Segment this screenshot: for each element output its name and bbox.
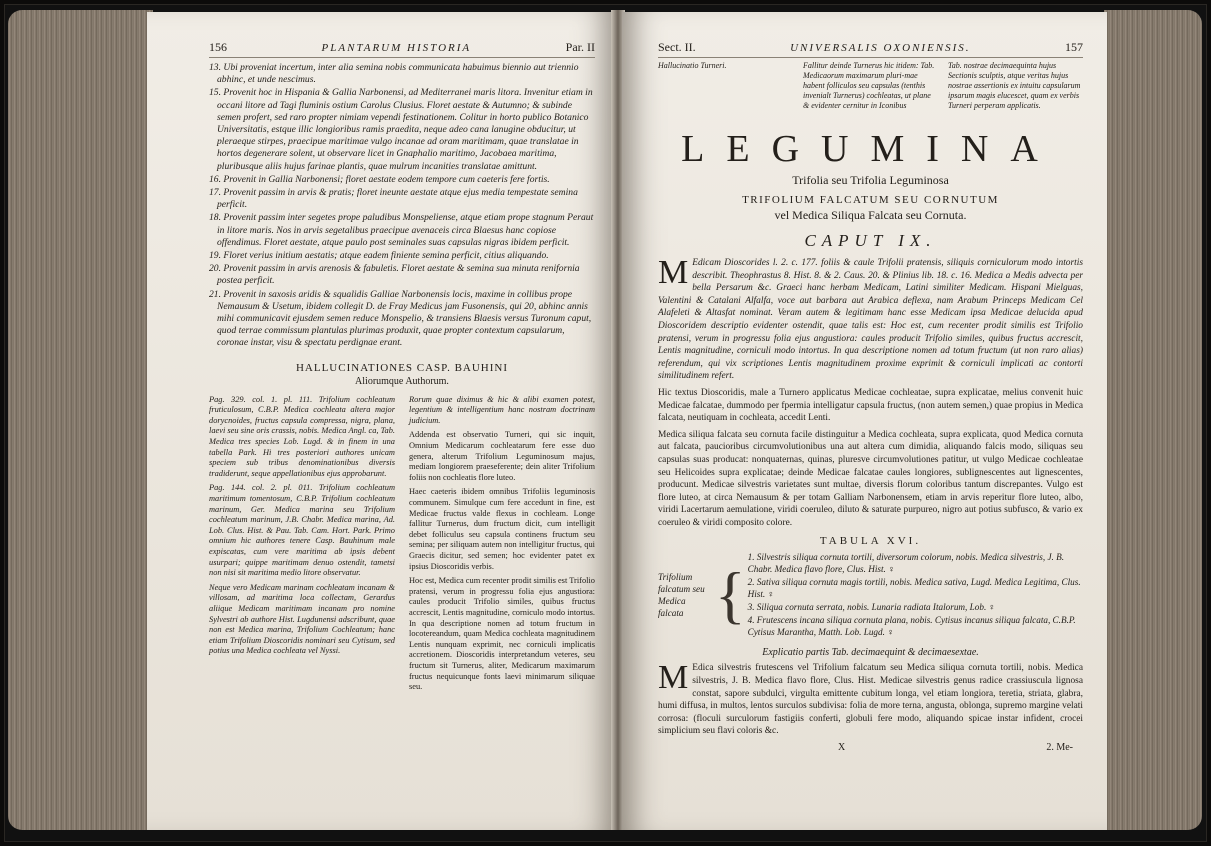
left-page-number: 156	[209, 40, 227, 54]
right-page-block-edges	[1104, 10, 1202, 830]
tabula-item-1: 1. Silvestris siliqua cornuta tortili, diversorum colorum, nobis. Medica silvestris, J. B. Chabr. Medica flavo flore, Clus. Hist. ♀	[747, 552, 1065, 575]
hallucinationes-subtitle: Aliorumque Authorum.	[355, 375, 449, 387]
col-b-para-3: Haec caeteris ibidem omnibus Trifoliis leguminosis communem. Simulque cum fere accedunt in fine, est Medicae fructus valde flexus in cochleam. Longe fallitur Turnerus, dum fructum dicit, cum intelligit debet folliculus seu capsula continens fructum seu semina; per siliquam autem non intelligitur fructus, qui Graecis dicitur, sed semen; hoc evidenter patet ex ipsius Dioscoridis verbis.	[409, 487, 595, 571]
top-sidenote: Hallucinatio Turneri.	[658, 61, 727, 70]
entry-19: 19. Floret verius initium aestatis; atque eadem finiente semina perficit, citius aliquando.	[209, 250, 549, 262]
legumina-title: LEGUMINA	[681, 128, 1060, 170]
right-running-head	[658, 40, 1083, 58]
entry-18: 18. Provenit passim inter segetes prope paludibus Monspeliense, atque etiam prope stagnum Peraut in litore maris. Nos in arvis segetalibus praecipue avenaceis circa Blaesus hanc copiose offendimus. Floret aestate, atque paulo post seminales suas capsulas nigras ibidem perficit.	[209, 212, 594, 248]
entry-17: 17. Provenit passim in arvis & pratis; floret ineunte aestate atque ejus media tempestate semina perficit.	[209, 187, 578, 211]
tabula-heading: TABULA XVI.	[819, 535, 922, 548]
tabula-item-3: 3. Siliqua cornuta serrata, nobis. Lunaria radiata Italorum, Lob. ♀	[747, 602, 996, 613]
paragraph-4-text: Edica silvestris frutescens vel Trifolium falcatum seu Medica siliqua cornuta tortili, nobis. Medica silvestris, J. B. Medica flavo flore, Clus. Hist. Medicae silvestris genus radice crassiuscula lignosa constat, sapore subdulci, virgulta emittente cubitum longa, vel etiam longiora, teretia, striata, glabra, humi diffusa, in multos, lentos surculos subdivisa: folia de more terna, angusta, oblonga, supremo margine velati corrosa: (floculi surculorum fastigiis conferti, globuli fere modo, aliquando spicae instar infident, crocei simplicium seu flavi coloris &c.	[658, 663, 1083, 737]
drop-cap-m-2: M	[658, 659, 689, 697]
entry-16: 16. Provenit in Gallia Narbonensi; floret aestate eodem tempore cum caeteris fere fortis.	[209, 173, 550, 185]
trifolium-heading: TRIFOLIUM FALCATUM SEU CORNUTUM	[742, 194, 999, 206]
tabula-block	[658, 551, 1083, 639]
left-column-b	[409, 395, 595, 697]
left-column-a	[209, 395, 395, 697]
paragraph-2: Hic textus Dioscoridis, male a Turnero applicatus Medicae cochleatae, supra explicatae, melius convenit huic Medicae falcatae, dummodo per fpermia intelligatur capsula fructus, (non autem semen,) quae propius in Medica falcata, neutiquam in cochleata, accedit Lenti.	[658, 387, 1083, 424]
paragraph-1-text: Edicam Dioscorides l. 2. c. 177. foliis & caule Trifolii pratensis, siliquis corniculorum modo intortis describit. Theophrastus 8. Hist. 8. & 2. Caus. 20. & Plinius lib. 18. c. 16. Medica a Medis advecta per bella Persarum &c. Graeci hanc herbam Medicam, Latini similiter Medicam. Hispani Mielguas, Valentini & Catalani Alfalfa, voce aut barbara aut Arabica deflexa, nam Arabum Princeps Medicam Cel Alafeleti & Altasfat nominat. Veram autem & legitimam hanc esse Medicam ipsa Medicae delucida apud Dioscoridem descriptio evidenter ostendit, quae talis est: Hoc est, cum recenter prodit similis est Trifolio pratensi, verum in progressu folia ejus angustiora: caules producit Trifolio similes, quibus fructus accrescit, Lentis magnitudine, corniculi modo intortus. In qua descriptione nomen ad totum fructum (ut non raro alias) referendum, qui vix scriptiones Lentis magnitudinem proxime exprimit & corniculi implicati ac contorti similitudinem refert.	[658, 258, 1083, 382]
right-footer	[658, 742, 1083, 753]
col-a-para-1: Pag. 329. col. 1. pl. 111. Trifolium cochleatum fruticulosum, C.B.P. Medica cochleata altera major dorycnoides, fructus capsula compressa, nigra, plana, laevi seu sine oris crassis, nobis. Medica Angl. ca, Tab. Medica tres species Lob. Lugd. & in finem in una tabella Park. Hi tres posteriori authores unicam speciem sub tribus denominationibus diversis tradiderunt, seque appellationibus ejus approbarunt.	[209, 394, 395, 478]
brace-icon: {	[714, 559, 746, 631]
drop-cap-m: M	[658, 254, 689, 291]
explicatio-heading: Explicatio partis Tab. decimaequint & decimaesextae.	[762, 647, 979, 659]
paragraph-3: Medica siliqua falcata seu cornuta facile distinguitur a Medica cochleata, supra explicata, quod Medica cornuta aut falcata, paucioribus circumvolutionibus una aut altera cum dimidia, aliquando falcis modo, siliquas seu capsulas suas producat: nonquaternas, quinas, pluresve circumvolutiones patitur, ut vulgo Medicae cochleatae seu Helicoides supra explicatae; deinde Medicae falcatae caules longiores, sublignescentes aut lignescentes, producunt. Medicae silvestris varietates sunt multae, diversis florum coloribus tantum discrepantes. Vulgo est flore luteo, at circa Nemausum & per totam Galliam Narbonensem, etiam in arvis reperitur flore luteo, albo, viridi Lacertarum aemulatione, viridi coeruleo, diluto & saturate purpureo, nigro aut potius subfusco, & vario ex coeruleo & viridi composito colore.	[658, 429, 1083, 528]
left-entries	[209, 62, 595, 350]
col-b-para-1: Rorum quae diximus & hic & alibi examen potest, legentium & intelligentium hanc nostram doctrinam judicium.	[409, 394, 595, 425]
right-page	[622, 12, 1107, 830]
caput-heading: CAPUT IX.	[804, 231, 937, 250]
top-column-1: Fallitur deinde Turnerus hic itidem: Tab. Medicaorum maximarum pluri-mae habent folliculos seu capsulas (tenthis invenialt Turnerus) cochleatas, ut plane & evidenter cernitur in Iconibus	[803, 61, 935, 110]
hallucinationes-title: HALLUCINATIONES CASP. BAUHINI	[295, 361, 509, 374]
entry-15: 15. Provenit hoc in Hispania & Gallia Narbonensi, ad Mediterranei maris litora. Invenitur etiam in occani litore ad Tagi fluminis ostium Carolus Clusius. Floret aestate & Autumno; & subinde semen profert, sed raro propter nimiam vependi festinationem. Colitur in horto publico Botanico Universitatis, estque illic longioribus ramis praedita, neque adeo cana lanugine obducitur, ut pleraeque stirpes, praecipue maritimae vulgo incanae ad oram maritimam, quae translatae in hortos degenerare solent, ut observare licet in Gnaphalio maritimo, Jacobaea maritima, pluribusque aliis hujus farinae plantis, quae mulrum incanities translatae amittunt.	[209, 87, 593, 172]
signature-mark: X	[838, 742, 846, 754]
tabula-item-2: 2. Sativa siliqua cornuta magis tortili, nobis. Medica sativa, Lugd. Medica Legitima, Clus. Hist. ♀	[747, 577, 1081, 600]
paragraph-1	[658, 254, 1083, 383]
entry-20: 20. Provenit passim in arvis arenosis & fabuletis. Floret aestate & semina sua minuta renifornia postea perficit.	[209, 263, 580, 287]
tabula-item-4: 4. Frutescens incana siliqua cornuta plana, nobis. Cytisus incanus siliqua falcata, C.B.P. Cytisus Marantha, Matth. Lob. Lugd. ♀	[747, 615, 1076, 638]
legumina-subtitle: Trifolia seu Trifolia Leguminosa	[792, 173, 949, 187]
col-a-para-3: Neque vero Medicam marinam cochleatam incanam & villosam, ad maritima loca collectam, Gerardus aliique Medicam maritimam incanam pro nomine Sylvestri ab authore Hist. Lugdunensi adscribunt, quae non est Medica marina, Trifolium Cochleatum; hanc etiam Trifolium Dioscoridis nominari seu Cytisum, sed potius una Medica cochleata vel Nyssi.	[209, 582, 395, 656]
tabula-items	[748, 551, 1083, 639]
col-b-para-2: Addenda est observatio Turneri, qui sic inquit, Omnium Medicarum cochleatarum fere esse duo genera, alterum Trifolium Leguminosum majus, mediam longiorem praeseferente; dein aliter Trifolium foliis non cochleatis flore luteo.	[409, 430, 595, 482]
col-a-para-2: Pag. 144. col. 2. pl. 011. Trifolium cochleatum maritimum tomentosum, C.B.P. Trifolium cochleatum marinum, Ger. Medica marina seu Trifolium cochleatum marinum, J.B. Chabr. Medica marina, Ad. Lob. Clus. Hist. & Pau. Tab. Cam. Hort. Park. Primo omnium hic authores tenere Casp. Bauhinum male expiscatas, cum vere maritima ab ipsis debent usurpari; quippe maritimam denuo ostendit, tametsi non nisi sit maritima medio litore observatur.	[209, 483, 395, 578]
left-page-block-edges	[8, 10, 153, 830]
paragraph-4	[658, 659, 1083, 738]
right-running-title: UNIVERSALIS OXONIENSIS.	[790, 42, 971, 54]
left-running-head	[209, 40, 595, 58]
left-two-columns	[209, 395, 595, 697]
right-page-number: 157	[1065, 40, 1083, 54]
col-b-para-4: Hoc est, Medica cum recenter prodit similis est Trifolio pratensi, verum in progressu folia ejus angustiora: caules producit Trifolio similes, quibus fructus accrescit, Lentis magnitudine, corniculo modo intortus. In qua descriptione nomen ad totum fructum in locotereandum, quam Medica cochleata magnitudinem Lentis nunquam exprimit, nec corniculi implicatis accretionem. Dioscoridis interpretandum veteres, seu fructum sit Turnerus, aliter, Medicarum maximarum fructus nequicunque fonts laevi minimarum siliquae seu.	[409, 576, 595, 692]
left-part-label: Par. II	[565, 40, 595, 54]
tabula-label: Trifolium falcatum seu Medica falcata	[658, 572, 705, 619]
top-column-2: Tab. nostrae decimaequinta hujus Sectionis sculptis, atque veritas hujus nostrae assertionis ex intuitu capsularum ipsarum magis elucescet, quam ex verbis Turneri perperam applicatis.	[948, 61, 1081, 110]
trifolium-subheading: vel Medica Siliqua Falcata seu Cornuta.	[774, 208, 967, 222]
entry-13: 13. Ubi proveniat incertum, inter alia semina nobis communicata habuimus biennio aut triennio abhinc, et unde nescimus.	[209, 62, 579, 86]
left-page	[147, 12, 615, 830]
catchword: 2. Me-	[1046, 742, 1073, 754]
entry-21: 21. Provenit in saxosis aridis & squalidis Galliae Narbonensis locis, maxime in collibus prope Nemausum & Usetum, ibidem collegit D. de Fray Medicus jam Fusonensis, qui 20, abhinc annis mihi communicavit ejusdem semen reduce Monspelio, & transiens Blaesis versus Turonum caput, quod terrae commissum plantulas plurimas produxit, quae propter contextum capsularum, coronae instar, visu & spectatu perdignae erant.	[209, 288, 592, 349]
right-top-columns	[658, 61, 1083, 111]
left-running-title: PLANTARUM HISTORIA	[321, 42, 472, 54]
section-label: Sect. II.	[658, 40, 696, 54]
